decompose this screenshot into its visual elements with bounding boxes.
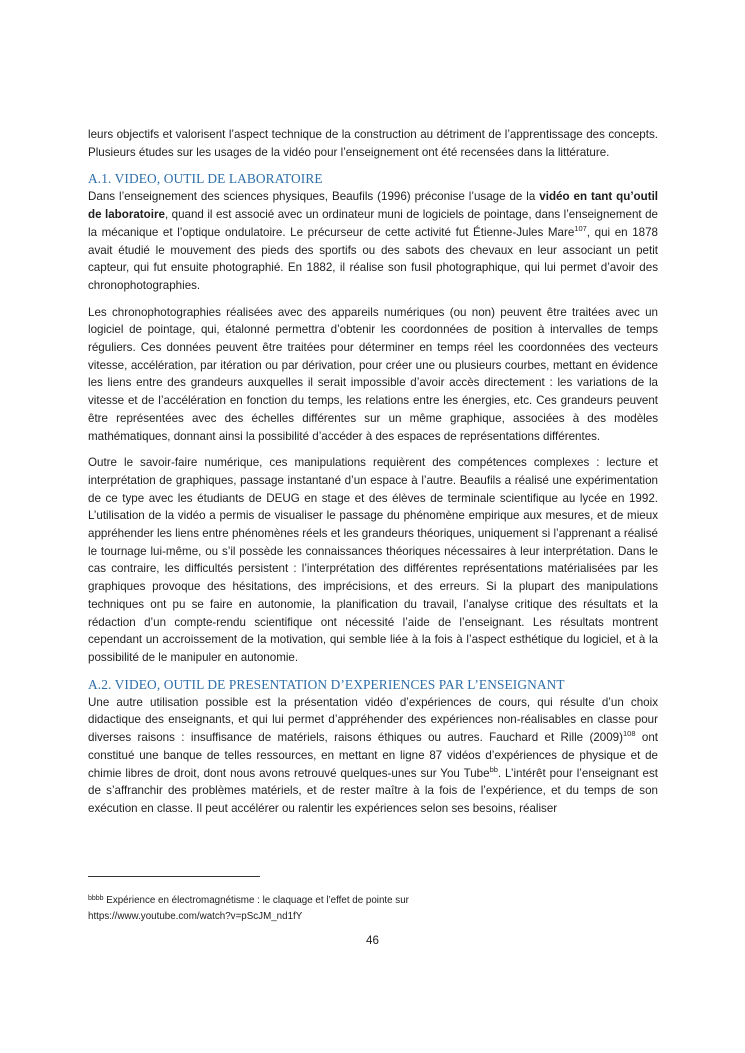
section-a1-heading: A.1. VIDEO, OUTIL DE LABORATOIRE <box>88 171 323 187</box>
paragraph-text: Une autre utilisation possible est la présentation vidéo d’expériences de cours, qui résulte d’un choix didactique des enseignants, et qui lui permet d’appréhender des expériences non-réalisables en classe pour diverses raisons : insuffisance de matériels, raisons éthiques ou autres. Fauchard et Rille (2009) <box>88 695 658 745</box>
section-a1-paragraph-1 <box>88 188 658 294</box>
footnote-ref[interactable]: 108 <box>623 729 636 739</box>
footnote-separator <box>88 876 260 877</box>
page-body <box>88 126 658 827</box>
paragraph-text: . L’intérêt pour l’enseignant est de s’affranchir des problèmes matériels, et de rester maître à la fois de l’expérience, et du temps de son exécution en classe. Il peut accélérer ou ralentir les expériences selon ses besoins, réaliser <box>88 766 658 815</box>
bold-phrase: vidéo en tant qu’outil de laboratoire <box>88 190 659 222</box>
intro-paragraph: leurs objectifs et valorisent l’aspect technique de la construction au détriment de l’apprentissage des concepts. Plusieurs études sur les usages de la vidéo pour l’enseignement ont été recensées dans la littérature. <box>88 128 658 159</box>
paragraph-text: ont constitué une banque de telles ressources, en mettant en ligne 87 vidéos d’expériences de physique et de chimie libres de droit, dont nous avons retrouvé quelques-unes sur You Tube <box>88 731 659 780</box>
footnote <box>88 893 658 924</box>
paragraph-text: , qui en 1878 avait étudié le mouvement des pieds des sportifs ou des sabots des chevaux en leur associant un petit capteur, qui fut ensuite photographié. En 1882, il réalise son fusil photographique, qui lui permet d’avoir des chronophotographies. <box>88 225 658 292</box>
section-a1-paragraph-2: Les chronophotographies réalisées avec des appareils numériques (ou non) peuvent être traitées avec un logiciel de pointage, qui, étalonné permettra d’obtenir les coordonnées de position à intervalles de temps réguliers. Ces données peuvent être traitées pour déterminer en temps réel les coordonnées des vecteurs vitesse, accélération, par itération ou par dérivation, pour créer une ou plusieurs courbes, mettant en évidence les liens entre des grandeurs auxquelles il serait impossible d’avoir accès directement : les variations de la vitesse et de l’accélération en fonction du temps, les relations entre les énergies, etc. Ces grandeurs peuvent être représentées avec des échelles différentes sur un même graphique, associées à des modèles mathématiques, donnant ainsi la possibilité d’accéder à des espaces de représentations différentes. <box>88 305 658 443</box>
footnote-url[interactable]: https://www.youtube.com/watch?v=pScJM_nd1fY <box>88 910 303 922</box>
footnote-ref[interactable]: 107 <box>574 223 587 233</box>
section-a2-paragraph-1 <box>88 694 658 818</box>
section-a1-paragraph-3: Outre le savoir-faire numérique, ces manipulations requièrent des compétences complexes : lecture et interprétation de graphiques, passage instantané d’un espace à l’autre. Beaufils a réalisé une expérimentation de ce type avec les étudiants de DEUG en stage et des élèves de terminale scientifique au lycée en 1992. L’utilisation de la vidéo a permis de visualiser le passage du phénomène empirique aux mesures, et de mieux appréhender les liens entre phénomènes réels et les grandeurs théoriques, uniquement si l’apprenant a réalisé le tournage lui-même, ou s’il possède les connaissances théoriques nécessaires à leur interprétation. Dans le cas contraire, les difficultés persistent : l’interprétation des différentes représentations matérialisées par les graphiques provoque des hésitations, des imprécisions, et des erreurs. Si la plupart des manipulations techniques ont pu se faire en autonomie, la planification du travail, l’analyse critique des résultats et la rédaction d’un compte-rendu scientifique ont nécessité l’aide de l’enseignant. Les résultats montrent cependant un accroissement de la motivation, qui semble liée à la fois à l’aspect esthétique du logiciel, et à la possibilité de le manipuler en autonomie. <box>88 456 658 664</box>
footnote-line <box>88 893 658 909</box>
page-number: 46 <box>366 934 379 947</box>
footnote-text: Expérience en électromagnétisme : le claquage et l’effet de pointe sur <box>103 895 409 906</box>
section-a2-heading: A.2. VIDEO, OUTIL DE PRESENTATION D’EXPERIENCES PAR L’ENSEIGNANT <box>88 676 565 692</box>
footnote-marker: bbbb <box>88 895 104 902</box>
footnote-ref[interactable]: bb <box>489 764 498 774</box>
paragraph-text: , quand il est associé avec un ordinateur muni de logiciels de pointage, dans l’enseignement de la mécanique et l’optique ondulatoire. Le précurseur de cette activité fut Étienne-Jules Mare <box>88 208 659 239</box>
paragraph-text: Dans l’enseignement des sciences physiques, Beaufils (1996) préconise l’usage de la <box>88 190 540 204</box>
